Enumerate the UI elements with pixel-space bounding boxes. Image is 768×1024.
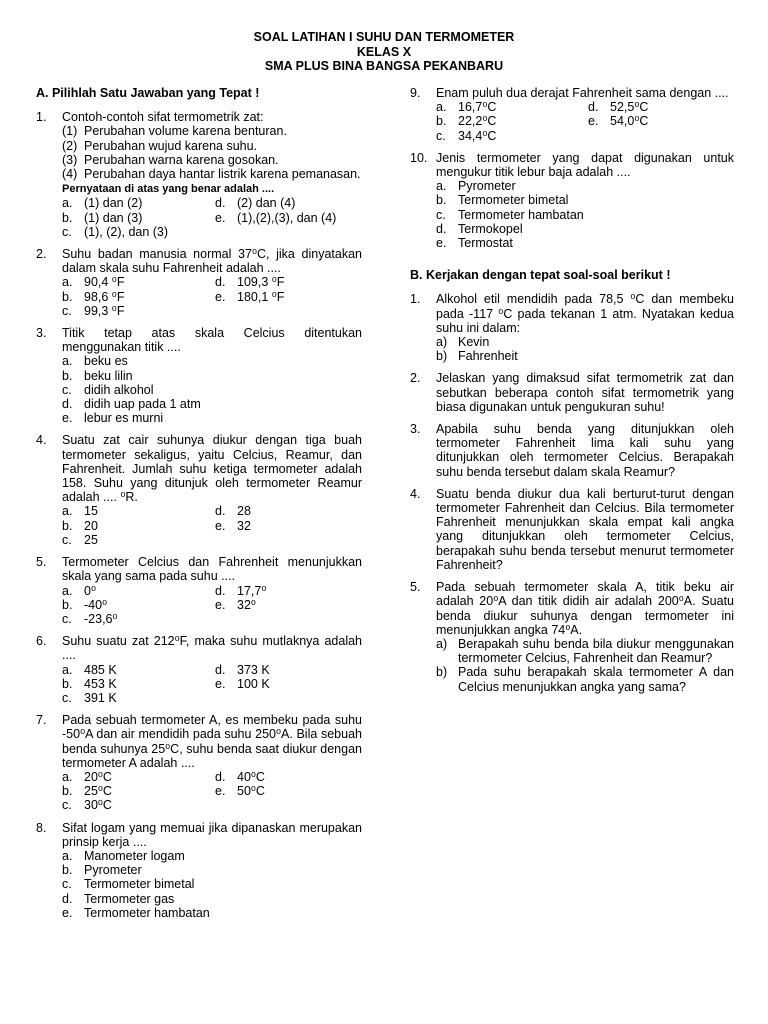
answer-option — [62, 663, 209, 677]
question-number: 9. — [410, 86, 421, 100]
answer-option-letter: c. — [62, 532, 72, 547]
question-number: 8. — [36, 820, 47, 835]
answer-option-letter: b. — [62, 597, 73, 612]
question-body — [62, 555, 362, 626]
answer-options — [62, 770, 362, 813]
answer-option — [62, 584, 209, 598]
answer-option-text: 0⁰ — [84, 583, 96, 598]
sub-item-label: b) — [436, 349, 448, 364]
answer-option-text: -23,6⁰ — [84, 611, 118, 626]
answer-option — [215, 519, 362, 533]
answer-option-letter: d. — [62, 397, 73, 412]
right-column — [410, 86, 734, 702]
answer-option — [62, 504, 209, 518]
answer-option-letter: e. — [62, 411, 73, 426]
answer-option — [62, 770, 209, 784]
answer-option-text: -40⁰ — [84, 597, 108, 612]
question-number: 5. — [410, 580, 421, 595]
question-text: Enam puluh dua derajat Fahrenheit sama dengan .... — [436, 86, 729, 100]
question-body — [62, 634, 362, 705]
answer-option-letter: c. — [62, 382, 72, 397]
sub-item-text: Perubahan wujud karena suhu. — [84, 138, 258, 153]
section-a-title: A. Pilihlah Satu Jawaban yang Tepat ! — [36, 86, 260, 100]
question-body — [436, 371, 734, 414]
answer-option-letter: a. — [62, 504, 73, 519]
answer-option-letter: a. — [436, 179, 447, 194]
answer-option-text: 373 K — [237, 662, 270, 677]
answer-option-letter: d. — [62, 891, 73, 906]
answer-option-text: lebur es murni — [84, 411, 164, 426]
question-text: Pada sebuah termometer A, es membeku pada suhu -50⁰A dan air mendidih pada suhu 250⁰A. Bila sebuah benda suhunya 25⁰C, suhu benda saat diukur dengan termometer A adalah .... — [62, 713, 362, 770]
question-text: Apabila suhu benda yang ditunjukkan oleh termometer Fahrenheit lima kali suhu yang ditunjukkan oleh termometer Celcius. Berapakah suhu benda tersebut dalam skala Reamur? — [436, 422, 734, 479]
answer-option-text: 453 K — [84, 676, 117, 691]
answer-option-letter: a. — [62, 196, 73, 211]
answer-option-text: (1), (2), dan (3) — [84, 224, 169, 239]
answer-option — [62, 354, 362, 368]
sub-item-text: Berapakah suhu benda bila diukur menggunakan termometer Celcius, Fahrenheit dan Reamur? — [458, 636, 734, 666]
answer-option-letter: c. — [62, 224, 72, 239]
answer-option-text: 391 K — [84, 690, 117, 705]
answer-option-letter: c. — [62, 798, 72, 813]
section-a-question-5 — [36, 555, 362, 626]
section-b-question-4 — [410, 487, 734, 572]
section-a-question-2 — [36, 247, 362, 318]
sub-item — [436, 637, 734, 665]
answer-option-letter: e. — [62, 905, 73, 920]
answer-option — [62, 290, 209, 304]
answer-option-letter: b. — [436, 114, 447, 129]
answer-option — [62, 906, 362, 920]
section-b-question-1 — [410, 292, 734, 363]
answer-option-letter: c. — [62, 611, 72, 626]
question-body — [436, 292, 734, 363]
answer-option — [588, 114, 734, 128]
answer-option-text: Termometer gas — [84, 891, 175, 906]
question-number: 1. — [36, 110, 47, 125]
answer-option-letter: d. — [215, 583, 226, 598]
answer-option-letter: b. — [62, 368, 73, 383]
section-a-question-8 — [36, 821, 362, 920]
answer-options — [436, 179, 734, 250]
answer-option-text: 25⁰C — [84, 784, 112, 799]
answer-option-text: didih uap pada 1 atm — [84, 397, 201, 412]
question-text: Sifat logam yang memuai jika dipanaskan merupakan prinsip kerja .... — [62, 820, 362, 849]
answer-option-letter: e. — [215, 210, 226, 225]
answer-options — [62, 354, 362, 425]
answer-option-letter: a. — [62, 662, 73, 677]
answer-option-letter: a. — [436, 100, 447, 115]
answer-option — [62, 275, 209, 289]
question-body — [62, 326, 362, 425]
question-text: Suhu badan manusia normal 37⁰C, jika dinyatakan dalam skala suhu Fahrenheit adalah .... — [62, 247, 362, 276]
answer-option-text: 52,5⁰C — [610, 100, 649, 115]
answer-options — [62, 584, 362, 627]
section-spacer — [410, 258, 734, 268]
sub-item-text: Fahrenheit — [458, 349, 518, 364]
question-text: Jelaskan yang dimaksud sifat termometrik zat dan sebutkan beberapa contoh sifat termometrik yang biasa digunakan untuk pengukuran suhu! — [436, 371, 734, 414]
answer-option-letter: b. — [62, 518, 73, 533]
answer-option-letter: e. — [588, 114, 599, 129]
answer-option-letter: d. — [588, 100, 599, 115]
answer-option-letter: c. — [62, 877, 72, 892]
answer-option-letter: e. — [215, 784, 226, 799]
answer-option — [62, 211, 209, 225]
question-number: 6. — [36, 634, 47, 649]
answer-option-letter: b. — [62, 863, 73, 878]
answer-option-text: 90,4 ⁰F — [84, 275, 125, 290]
answer-option-text: 40⁰C — [237, 769, 265, 784]
answer-option — [215, 770, 362, 784]
sub-item — [436, 349, 734, 363]
sub-item-text: Perubahan warna karena gosokan. — [84, 152, 279, 167]
answer-option-letter: a. — [62, 354, 73, 369]
question-number: 1. — [410, 292, 421, 307]
answer-option — [215, 677, 362, 691]
answer-option-text: 20⁰C — [84, 769, 112, 784]
answer-option — [62, 519, 209, 533]
answer-option — [62, 798, 209, 812]
question-number: 3. — [36, 326, 47, 341]
answer-option-letter: d. — [215, 769, 226, 784]
answer-option-text: 30⁰C — [84, 798, 112, 813]
sub-item — [62, 167, 362, 181]
answer-option — [62, 196, 209, 210]
question-body — [436, 422, 734, 479]
question-text: Suatu benda diukur dua kali berturut-turut dengan termometer Fahrenheit dan Celcius. Bila termometer Fahrenheit menunjukkan skala empat kali angka yang ditunjukkan oleh termometer Celcius, berapakah suhu benda tersebut menurut termometer Fahrenheit? — [436, 486, 734, 572]
answer-option-text: 22,2⁰C — [458, 114, 497, 129]
answer-option — [62, 225, 209, 239]
section-a-question-9 — [410, 86, 734, 143]
answer-option-text: 100 K — [237, 676, 270, 691]
answer-option-letter: e. — [215, 289, 226, 304]
answer-option-text: Termokopel — [458, 221, 523, 236]
answer-option — [436, 222, 734, 236]
answer-option-text: 16,7⁰C — [458, 100, 497, 115]
answer-option-letter: d. — [215, 662, 226, 677]
answer-option — [436, 236, 734, 250]
answer-option-text: Termometer hambatan — [84, 905, 210, 920]
answer-option — [62, 677, 209, 691]
question-number: 10. — [410, 150, 428, 165]
question-number: 7. — [36, 713, 47, 728]
answer-option — [436, 179, 734, 193]
answer-option — [436, 129, 582, 143]
answer-option — [215, 584, 362, 598]
answer-option-letter: a. — [62, 769, 73, 784]
answer-option-letter: c. — [436, 128, 446, 143]
section-a-question-6 — [36, 634, 362, 705]
sub-item-text: Perubahan volume karena benturan. — [84, 124, 287, 139]
answer-option-letter: e. — [215, 518, 226, 533]
answer-option-text: 32⁰ — [237, 597, 256, 612]
answer-option-letter: e. — [436, 236, 447, 251]
answer-option-text: 34,4⁰C — [458, 128, 497, 143]
answer-option-letter: e. — [215, 597, 226, 612]
section-b-question-5 — [410, 580, 734, 694]
worksheet-header — [0, 30, 768, 74]
sub-item-label: b) — [436, 665, 448, 680]
answer-option-letter: b. — [62, 676, 73, 691]
sub-item — [436, 665, 734, 693]
answer-option-text: 54,0⁰C — [610, 114, 649, 129]
sub-item-text: Perubahan daya hantar listrik karena pemanasan. — [84, 167, 361, 182]
answer-option-text: 25 — [84, 532, 98, 547]
sub-item-label: (3) — [62, 152, 78, 167]
answer-option — [62, 863, 362, 877]
sub-item-label: (1) — [62, 124, 78, 139]
answer-option-letter: d. — [215, 275, 226, 290]
sub-item-label: (4) — [62, 167, 78, 182]
answer-option-text: 98,6 ⁰F — [84, 289, 125, 304]
answer-option-text: 15 — [84, 504, 98, 519]
question-text: Jenis termometer yang dapat digunakan untuk mengukur titik lebur baja adalah .... — [436, 150, 734, 180]
answer-options — [62, 849, 362, 920]
section-b-question-2 — [410, 371, 734, 414]
answer-option — [436, 114, 582, 128]
section-a-question-1 — [36, 110, 362, 239]
answer-option-letter: a. — [62, 583, 73, 598]
answer-option-text: 99,3 ⁰F — [84, 303, 125, 318]
answer-option-text: 32 — [237, 518, 251, 533]
answer-option — [215, 275, 362, 289]
answer-option — [62, 691, 209, 705]
answer-option-text: beku es — [84, 354, 128, 369]
answer-option — [436, 193, 734, 207]
answer-options — [62, 663, 362, 706]
answer-option-text: didih alkohol — [84, 382, 154, 397]
question-text: Contoh-contoh sifat termometrik zat: — [62, 110, 264, 125]
answer-option-text: (2) dan (4) — [237, 196, 296, 211]
answer-option-letter: b. — [436, 193, 447, 208]
answer-option — [215, 784, 362, 798]
answer-option-text: Termometer bimetal — [84, 877, 195, 892]
question-text: Suatu zat cair suhunya diukur dengan tiga buah termometer sekaligus, yaitu Celcius, Reamur, dan Fahrenheit. Jumlah suhu ketiga termometer adalah 158. Suhu yang ditunjuk oleh termometer Reamur adalah .... ⁰R. — [62, 433, 362, 505]
answer-option — [62, 598, 209, 612]
answer-option-letter: a. — [62, 275, 73, 290]
section-a-question-4 — [36, 433, 362, 547]
answer-option-text: 20 — [84, 518, 98, 533]
question-text: Titik tetap atas skala Celcius ditentukan menggunakan titik .... — [62, 326, 362, 355]
answer-option — [62, 383, 362, 397]
answer-option-text: (1) dan (2) — [84, 196, 143, 211]
left-column — [36, 86, 362, 928]
question-body — [62, 713, 362, 812]
answer-option-text: Termometer hambatan — [458, 207, 584, 222]
answer-option — [436, 208, 734, 222]
sub-item — [62, 153, 362, 167]
question-body — [436, 580, 734, 694]
answer-option-letter: b. — [62, 784, 73, 799]
answer-option-letter: d. — [215, 196, 226, 211]
answer-option — [62, 877, 362, 891]
question-body — [436, 151, 734, 250]
sub-item-label: (2) — [62, 138, 78, 153]
section-b-title: B. Kerjakan dengan tepat soal-soal berikut ! — [410, 268, 671, 283]
answer-option-letter: d. — [215, 504, 226, 519]
sub-item-text: Kevin — [458, 335, 490, 350]
answer-option — [62, 784, 209, 798]
answer-option-text: beku lilin — [84, 368, 133, 383]
answer-option — [62, 892, 362, 906]
section-a-question-10 — [410, 151, 734, 250]
answer-option-letter: c. — [62, 303, 72, 318]
answer-option-text: Pyrometer — [84, 863, 142, 878]
answer-option — [215, 290, 362, 304]
answer-options — [436, 100, 734, 143]
question-body — [62, 821, 362, 920]
sub-item — [62, 139, 362, 153]
sub-item-text: Pada suhu berapakah skala termometer A dan Celcius menunjukkan angka yang sama? — [458, 665, 734, 694]
question-number: 4. — [36, 433, 47, 448]
answer-option — [215, 211, 362, 225]
answer-option — [62, 397, 362, 411]
answer-option — [215, 663, 362, 677]
sub-item — [436, 335, 734, 349]
answer-option-text: 50⁰C — [237, 784, 265, 799]
answer-options — [62, 504, 362, 547]
answer-option — [215, 598, 362, 612]
header-school: SMA PLUS BINA BANGSA PEKANBARU — [264, 59, 504, 73]
header-title: SOAL LATIHAN I SUHU DAN TERMOMETER — [253, 30, 515, 44]
question-number: 3. — [410, 422, 421, 437]
question-body — [62, 247, 362, 318]
answer-option-text: 109,3 ⁰F — [237, 275, 285, 290]
answer-option-letter: b. — [62, 289, 73, 304]
question-text: Suhu suatu zat 212⁰F, maka suhu mutlaknya adalah .... — [62, 634, 362, 663]
answer-option — [62, 849, 362, 863]
answer-option — [588, 100, 734, 114]
answer-option-text: 180,1 ⁰F — [237, 289, 285, 304]
answer-option-text: Pyrometer — [458, 179, 516, 194]
sub-item-label: a) — [436, 335, 448, 350]
question-text: Alkohol etil mendidih pada 78,5 ⁰C dan membeku pada -117 ⁰C pada tekanan 1 atm. Nyatakan kedua suhu ini dalam: — [436, 292, 734, 335]
answer-option-text: Termostat — [458, 236, 513, 251]
question-body — [436, 86, 734, 143]
answer-option-letter: c. — [62, 690, 72, 705]
answer-option-text: (1) dan (3) — [84, 210, 143, 225]
answer-option — [215, 504, 362, 518]
answer-option-text: Manometer logam — [84, 848, 185, 863]
answer-option-letter: b. — [62, 210, 73, 225]
answer-option-letter: e. — [215, 676, 226, 691]
question-text: Pada sebuah termometer skala A, titik beku air adalah 20⁰A dan titik didih air adalah 200⁰A. Suatu benda diukur suhunya dengan termometer ini menunjukkan angka 74⁰A. — [436, 580, 734, 637]
answer-option-text: Termometer bimetal — [458, 193, 569, 208]
question-number: 5. — [36, 555, 47, 570]
answer-option-text: 485 K — [84, 662, 117, 677]
question-number: 2. — [36, 247, 47, 262]
question-body — [436, 487, 734, 572]
answer-options — [62, 196, 362, 239]
answer-option-letter: a. — [62, 848, 73, 863]
question-text: Termometer Celcius dan Fahrenheit menunjukkan skala yang sama pada suhu .... — [62, 555, 362, 584]
answer-option-text: 17,7⁰ — [237, 583, 267, 598]
answer-option — [62, 533, 209, 547]
question-note: Pernyataan di atas yang benar adalah .... — [62, 183, 275, 196]
answer-option-text: 28 — [237, 504, 251, 519]
answer-options — [62, 275, 362, 318]
sub-item-label: a) — [436, 636, 448, 651]
answer-option — [62, 369, 362, 383]
section-a-question-3 — [36, 326, 362, 425]
answer-option — [62, 612, 209, 626]
answer-option-text: (1),(2),(3), dan (4) — [237, 210, 337, 225]
question-number: 2. — [410, 371, 421, 386]
answer-option-letter: c. — [436, 207, 446, 222]
question-body — [62, 110, 362, 239]
question-body — [62, 433, 362, 547]
answer-option — [62, 411, 362, 425]
section-a-question-7 — [36, 713, 362, 812]
section-b-question-3 — [410, 422, 734, 479]
answer-option — [62, 304, 209, 318]
answer-option — [436, 100, 582, 114]
answer-option-letter: d. — [436, 221, 447, 236]
answer-option — [215, 196, 362, 210]
sub-item — [62, 124, 362, 138]
header-class: KELAS X — [356, 44, 412, 59]
question-number: 4. — [410, 486, 421, 501]
